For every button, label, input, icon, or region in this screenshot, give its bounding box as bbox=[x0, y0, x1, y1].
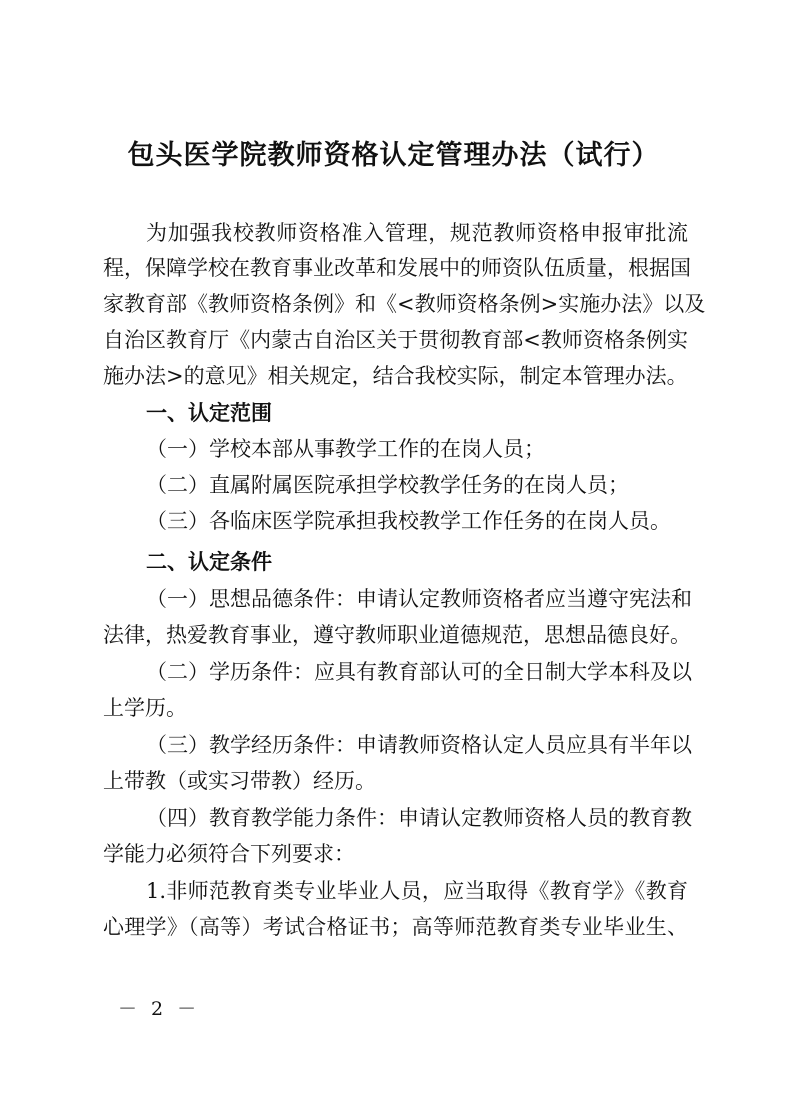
page-number: － 2 － bbox=[118, 998, 201, 1020]
condition-item-2: （二）学历条件：应具有教育部认可的全日制大学本科及以 bbox=[146, 660, 692, 684]
scope-item-2: （二）直属附属医院承担学校教学任务的在岗人员； bbox=[146, 473, 629, 497]
paragraph-line: 自治区教育厅《内蒙古自治区关于贯彻教育部<教师资格条例实 bbox=[103, 328, 688, 352]
condition-item-4-cont: 学能力必须符合下列要求： bbox=[103, 842, 355, 866]
condition-item-4: （四）教育教学能力条件：申请认定教师资格人员的教育教 bbox=[146, 806, 692, 830]
condition-item-1: （一）思想品德条件：申请认定教师资格者应当遵守宪法和 bbox=[146, 587, 692, 611]
section-heading-2: 二、认定条件 bbox=[146, 550, 272, 574]
scope-item-3: （三）各临床医学院承担我校教学工作任务的在岗人员。 bbox=[146, 509, 671, 533]
scope-item-1: （一）学校本部从事教学工作的在岗人员； bbox=[146, 437, 545, 461]
paragraph-line: 家教育部《教师资格条例》和《<教师资格条例>实施办法》以及 bbox=[103, 292, 706, 316]
paragraph-line: 施办法>的意见》相关规定，结合我校实际，制定本管理办法。 bbox=[103, 364, 688, 388]
paragraph-line: 为加强我校教师资格准入管理，规范教师资格申报审批流 bbox=[146, 221, 688, 245]
requirement-item-1: 1.非师范教育类专业毕业人员，应当取得《教育学》《教育 bbox=[146, 879, 688, 903]
paragraph-line: 程，保障学校在教育事业改革和发展中的师资队伍质量，根据国 bbox=[103, 256, 691, 280]
requirement-item-1-cont: 心理学》（高等）考试合格证书；高等师范教育类专业毕业生、 bbox=[103, 915, 688, 939]
document-title: 包头医学院教师资格认定管理办法（试行） bbox=[127, 140, 660, 171]
condition-item-1-cont: 法律，热爱教育事业，遵守教师职业道德规范，思想品德良好。 bbox=[103, 623, 691, 647]
condition-item-3-cont: 上带教（或实习带教）经历。 bbox=[103, 769, 376, 793]
section-heading-1: 一、认定范围 bbox=[146, 401, 272, 425]
condition-item-2-cont: 上学历。 bbox=[103, 696, 187, 720]
condition-item-3: （三）教学经历条件：申请教师资格认定人员应具有半年以 bbox=[146, 733, 692, 757]
